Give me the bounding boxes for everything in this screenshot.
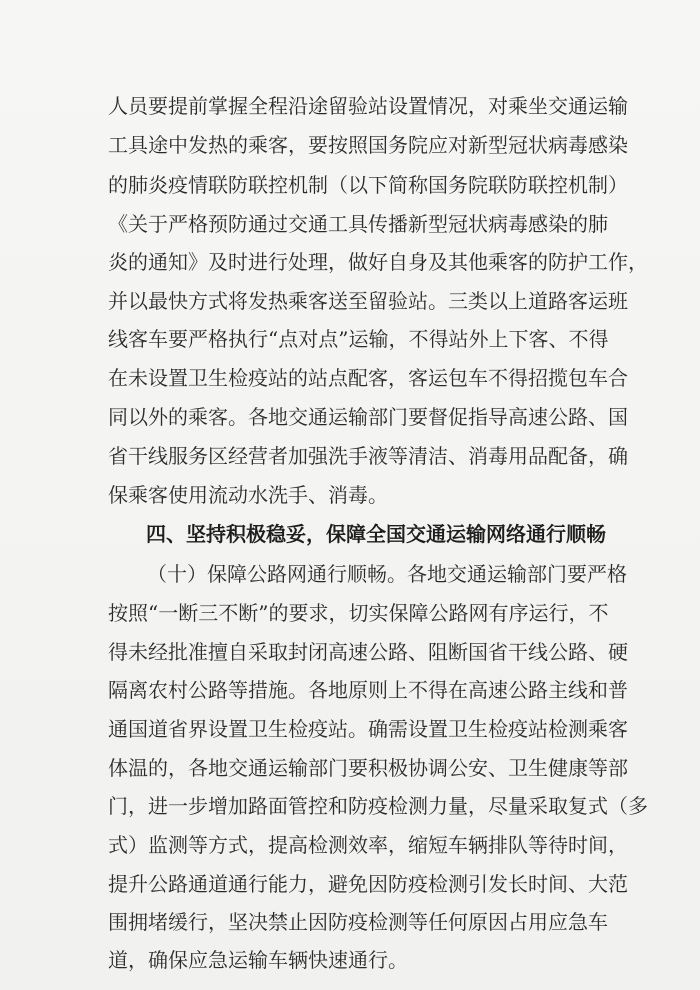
paragraph-line: 隔离农村公路等措施。各地原则上不得在高速公路主线和普 bbox=[108, 678, 628, 702]
paragraph-line: 得未经批准擅自采取封闭高速公路、阻断国省干线公路、硬 bbox=[108, 640, 628, 664]
paragraph-line: 在未设置卫生检疫站的站点配客，客运包车不得招揽包车合 bbox=[108, 366, 628, 390]
paragraph-line: （十）保障公路网通行顺畅。各地交通运输部门要严格 bbox=[147, 562, 627, 586]
paragraph-line: 省干线服务区经营者加强洗手液等清洁、消毒用品配备，确 bbox=[108, 444, 628, 468]
paragraph-line: 工具途中发热的乘客，要按照国务院应对新型冠状病毒感染 bbox=[108, 133, 628, 157]
paragraph-line: 炎的通知》及时进行处理，做好自身及其他乘客的防护工作， bbox=[108, 250, 648, 274]
paragraph-line: 通国道省界设置卫生检疫站。确需设置卫生检疫站检测乘客 bbox=[108, 717, 628, 741]
paragraph-line: 保乘客使用流动水洗手、消毒。 bbox=[108, 483, 388, 507]
section-heading: 四、坚持积极稳妥，保障全国交通运输网络通行顺畅 bbox=[146, 522, 606, 546]
paragraph-line: 围拥堵缓行，坚决禁止因防疫检测等任何原因占用应急车 bbox=[108, 910, 608, 934]
paragraph-line: 提升公路通道通行能力，避免因防疫检测引发长时间、大范 bbox=[108, 872, 628, 896]
paragraph-line: 同以外的乘客。各地交通运输部门要督促指导高速公路、国 bbox=[108, 405, 628, 429]
paragraph-line: 按照“一断三不断”的要求，切实保障公路网有序运行，不 bbox=[108, 601, 609, 625]
paragraph-line: 人员要提前掌握全程沿途留验站设置情况，对乘坐交通运输 bbox=[108, 94, 628, 118]
paragraph-line: 式）监测等方式，提高检测效率，缩短车辆排队等待时间， bbox=[108, 833, 628, 857]
paragraph-line: 并以最快方式将发热乘客送至留验站。三类以上道路客运班 bbox=[108, 289, 628, 313]
paragraph-line: 《关于严格预防通过交通工具传播新型冠状病毒感染的肺 bbox=[108, 212, 608, 236]
paragraph-line: 的肺炎疫情联防联控机制（以下简称国务院联防联控机制） bbox=[108, 173, 628, 197]
paragraph-line: 体温的，各地交通运输部门要积极协调公安、卫生健康等部 bbox=[108, 756, 628, 780]
paragraph-line: 门，进一步增加路面管控和防疫检测力量，尽量采取复式（多 bbox=[108, 794, 648, 818]
paragraph-line: 道，确保应急运输车辆快速通行。 bbox=[108, 948, 408, 972]
paragraph-line: 线客车要严格执行“点对点”运输，不得站外上下客、不得 bbox=[108, 327, 609, 351]
